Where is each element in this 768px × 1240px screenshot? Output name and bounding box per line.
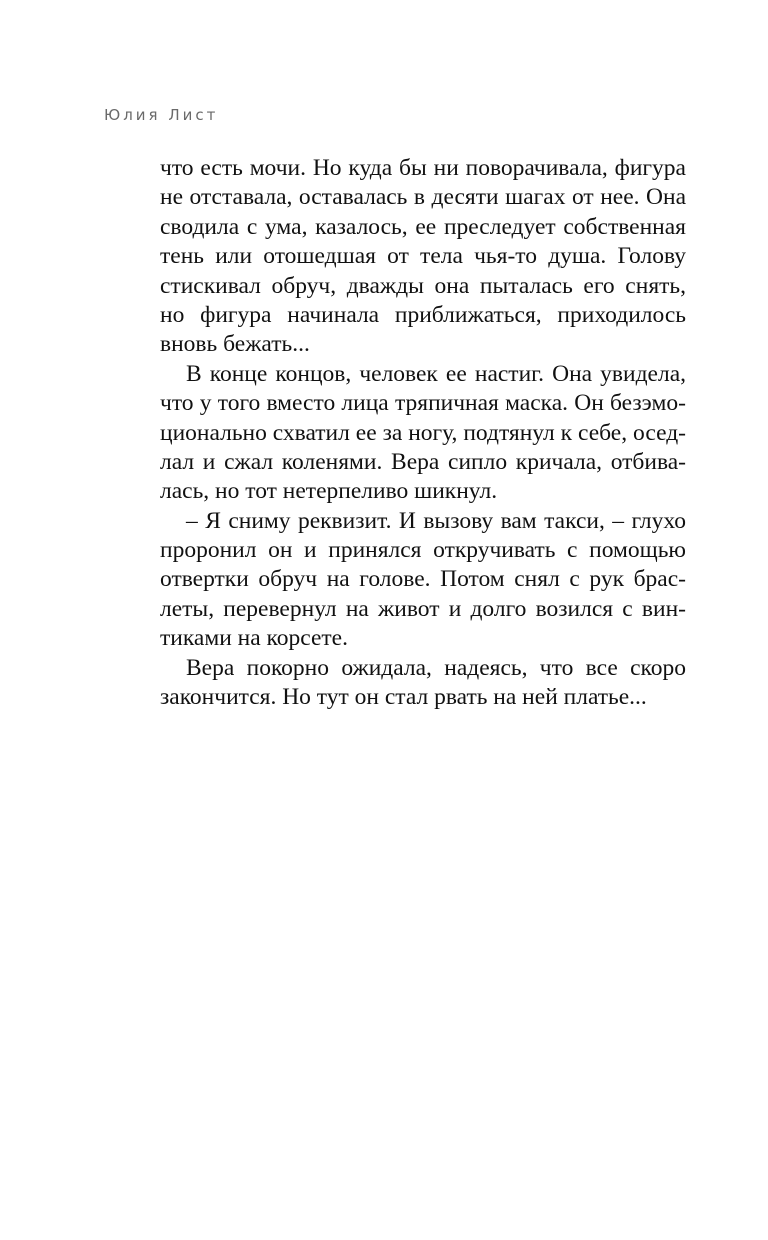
text-line: – Я сниму реквизит. И вызову вам такси, – глухо bbox=[186, 507, 686, 534]
text-line: сводила с ума, казалось, ее преследует собственная bbox=[160, 213, 686, 240]
text-line: проронил он и принялся откручивать с помощью bbox=[160, 537, 686, 564]
text-line: но фигура начинала приближаться, приходилось bbox=[160, 301, 686, 328]
text-line: лась, но тот нетерпеливо шикнул. bbox=[160, 478, 498, 505]
text-line: тень или отошедшая от тела чья-то душа. Голову bbox=[160, 243, 686, 270]
text-line: отвертки обруч на голове. Потом снял с рук брас- bbox=[160, 566, 686, 593]
text-line: Вера покорно ожидала, надеясь, что все скоро bbox=[186, 654, 686, 681]
text-line: В конце концов, человек ее настиг. Она увидела, bbox=[186, 360, 686, 387]
text-line: ционально схватил ее за ногу, подтянул к себе, осед- bbox=[160, 419, 686, 446]
running-head-author: Юлия Лист bbox=[104, 106, 219, 124]
text-line: тиками на корсете. bbox=[160, 625, 348, 652]
text-line: вновь бежать... bbox=[160, 331, 310, 358]
body-text bbox=[160, 154, 686, 712]
text-line: леты, перевернул на живот и долго возился с вин- bbox=[160, 595, 686, 622]
text-line: лал и сжал коленями. Вера сипло кричала, отбива- bbox=[160, 448, 686, 475]
text-line: не отставала, оставалась в десяти шагах от нее. Она bbox=[160, 184, 686, 211]
text-line: закончится. Но тут он стал рвать на ней платье... bbox=[160, 684, 647, 711]
text-line: что есть мочи. Но куда бы ни поворачивала, фигура bbox=[160, 155, 686, 181]
text-line: что у того вместо лица тряпичная маска. Он безэмо- bbox=[160, 390, 686, 417]
text-line: стискивал обруч, дважды она пыталась его снять, bbox=[160, 272, 686, 299]
